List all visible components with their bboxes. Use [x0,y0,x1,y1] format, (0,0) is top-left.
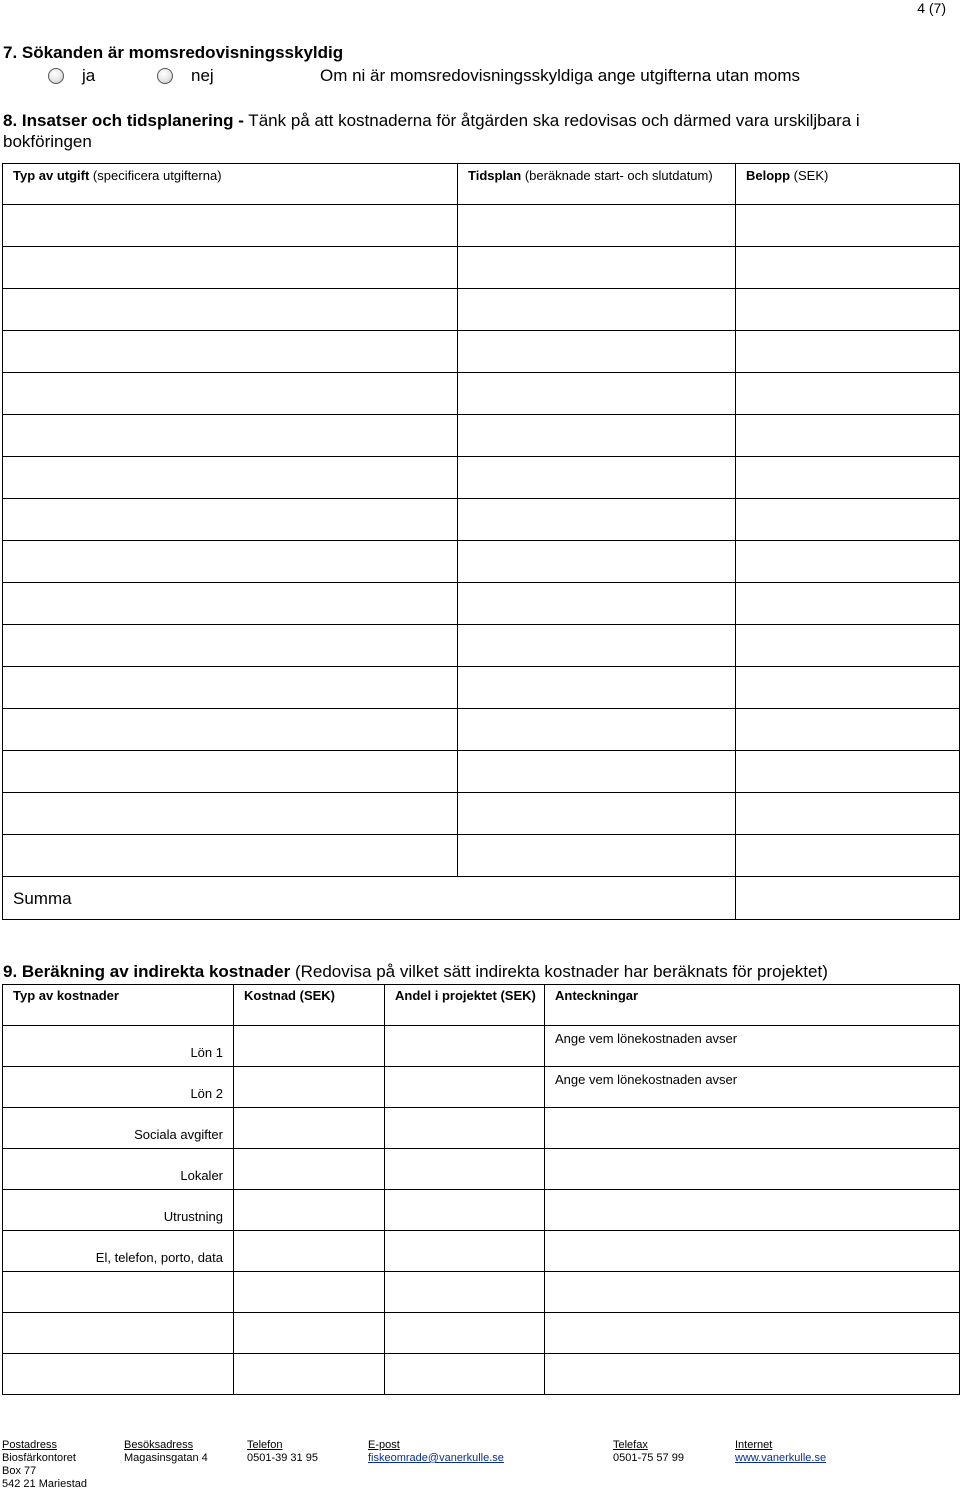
cost-cell[interactable] [234,1026,385,1067]
cost-cell[interactable] [234,1108,385,1149]
table-row [3,1313,960,1354]
schedule-cell[interactable] [458,247,736,289]
table-row [3,331,960,373]
page-number: 4 (7) [917,0,946,16]
table-row [3,751,960,793]
table-row [3,1354,960,1395]
radio-nej[interactable] [157,68,173,84]
footer-telefon: Telefon 0501-39 31 95 [247,1439,318,1464]
table-row [3,667,960,709]
notes-cell[interactable]: Ange vem lönekostnaden avser [545,1067,960,1108]
table-row [3,1108,960,1149]
indirect-costs-table [2,984,960,1395]
schedule-cell[interactable] [458,457,736,499]
schedule-cell[interactable] [458,835,736,877]
section-9-title-bold: 9. Beräkning av indirekta kostnader [3,962,291,981]
cost-type-cell[interactable] [3,835,458,877]
sum-label: Summa [3,877,736,920]
footer-internet: Internet www.vanerkulle.se [735,1439,827,1464]
share-cell[interactable] [385,1026,545,1067]
share-cell[interactable] [385,1231,545,1272]
col-schedule-header: Tidsplan (beräknade start- och slutdatum) [458,164,736,205]
share-cell[interactable] [385,1272,545,1313]
table-row [3,1190,960,1231]
cost-type-cell[interactable] [3,625,458,667]
section-8-title [3,110,953,152]
section-8-title-rest: Tänk på att kostnaderna för åtgärden ska redovisas och därmed vara urskiljbara i bokföringen [3,111,860,151]
website-link[interactable]: www.vanerkulle.se [735,1452,827,1464]
table-row [3,457,960,499]
table-row [3,625,960,667]
table-row [3,793,960,835]
sum-amount-cell[interactable] [736,877,960,920]
notes-cell[interactable] [545,1313,960,1354]
table-row [3,1067,960,1108]
cost-cell[interactable] [234,1354,385,1395]
share-cell[interactable] [385,1108,545,1149]
schedule-cell[interactable] [458,751,736,793]
cost-type-cell[interactable] [3,289,458,331]
table-row [3,289,960,331]
amount-cell[interactable] [736,499,960,541]
col-notes-header: Anteckningar [545,985,960,1026]
cost-type-label: El, telefon, porto, data [3,1231,234,1272]
costs-header-row [3,164,960,205]
section-7-title: 7. Sökanden är momsredovisningsskyldig [3,43,344,62]
cost-cell[interactable] [234,1190,385,1231]
col-cost-header: Kostnad (SEK) [234,985,385,1026]
cost-type-cell[interactable] [3,793,458,835]
radio-ja-label: ja [82,66,96,85]
schedule-cell[interactable] [458,793,736,835]
cost-type-cell[interactable] [3,541,458,583]
footer-epost: E-post fiskeomrade@vanerkulle.se [368,1439,504,1464]
col-type-header: Typ av utgift (specificera utgifterna) [3,164,458,205]
share-cell[interactable] [385,1313,545,1354]
table-row [3,583,960,625]
footer-telefax: Telefax 0501-75 57 99 [613,1439,684,1464]
cost-type-label: Utrustning [3,1190,234,1231]
notes-cell[interactable] [545,1190,960,1231]
table-row [3,415,960,457]
cost-type-label[interactable] [3,1272,234,1313]
table-row [3,1231,960,1272]
indirect-header-row [3,985,960,1026]
schedule-cell[interactable] [458,583,736,625]
notes-cell[interactable] [545,1231,960,1272]
cost-cell[interactable] [234,1149,385,1190]
amount-cell[interactable] [736,205,960,247]
schedule-cell[interactable] [458,667,736,709]
cost-type-cell[interactable] [3,709,458,751]
col-amount-header: Belopp (SEK) [736,164,960,205]
table-row [3,247,960,289]
share-cell[interactable] [385,1067,545,1108]
cost-type-cell[interactable] [3,331,458,373]
col-share-header: Andel i projektet (SEK) [385,985,545,1026]
notes-cell[interactable] [545,1272,960,1313]
notes-cell[interactable] [545,1354,960,1395]
amount-cell[interactable] [736,751,960,793]
radio-nej-label: nej [191,66,214,85]
col-cost-type-header: Typ av kostnader [3,985,234,1026]
cost-type-cell[interactable] [3,751,458,793]
cost-cell[interactable] [234,1231,385,1272]
amount-cell[interactable] [736,625,960,667]
table-row [3,1026,960,1067]
sum-row [3,877,960,920]
cost-type-cell[interactable] [3,499,458,541]
table-row [3,541,960,583]
email-link[interactable]: fiskeomrade@vanerkulle.se [368,1452,504,1464]
table-row [3,373,960,415]
share-cell[interactable] [385,1190,545,1231]
table-row [3,835,960,877]
cost-type-cell[interactable] [3,415,458,457]
notes-cell[interactable] [545,1149,960,1190]
amount-cell[interactable] [736,457,960,499]
table-row [3,1149,960,1190]
cost-cell[interactable] [234,1067,385,1108]
schedule-cell[interactable] [458,373,736,415]
cost-cell[interactable] [234,1272,385,1313]
amount-cell[interactable] [736,541,960,583]
schedule-cell[interactable] [458,205,736,247]
amount-cell[interactable] [736,667,960,709]
amount-cell[interactable] [736,583,960,625]
cost-type-cell[interactable] [3,457,458,499]
cost-type-label: Lön 2 [3,1067,234,1108]
schedule-cell[interactable] [458,625,736,667]
section-9-title-rest: (Redovisa på vilket sätt indirekta kostnader har beräknats för projektet) [290,962,828,981]
cost-type-cell[interactable] [3,583,458,625]
footer-postadress: Postadress Biosfärkontoret Box 77 542 21 Mariestad [2,1439,87,1490]
vat-note: Om ni är momsredovisningsskyldiga ange utgifterna utan moms [320,66,800,85]
cost-type-label: Sociala avgifter [3,1108,234,1149]
share-cell[interactable] [385,1354,545,1395]
amount-cell[interactable] [736,289,960,331]
notes-cell[interactable] [545,1108,960,1149]
cost-type-label: Lokaler [3,1149,234,1190]
cost-type-label[interactable] [3,1354,234,1395]
radio-ja[interactable] [48,68,64,84]
cost-type-label[interactable] [3,1313,234,1354]
table-row [3,499,960,541]
footer-besoksadress: Besöksadress Magasinsgatan 4 [124,1439,208,1464]
schedule-cell[interactable] [458,415,736,457]
schedule-cell[interactable] [458,541,736,583]
amount-cell[interactable] [736,373,960,415]
amount-cell[interactable] [736,415,960,457]
table-row [3,205,960,247]
amount-cell[interactable] [736,331,960,373]
share-cell[interactable] [385,1149,545,1190]
vat-radio-group [0,66,960,88]
amount-cell[interactable] [736,835,960,877]
schedule-cell[interactable] [458,709,736,751]
amount-cell[interactable] [736,709,960,751]
cost-type-cell[interactable] [3,205,458,247]
schedule-cell[interactable] [458,499,736,541]
cost-type-cell[interactable] [3,247,458,289]
amount-cell[interactable] [736,793,960,835]
schedule-cell[interactable] [458,331,736,373]
schedule-cell[interactable] [458,289,736,331]
cost-type-cell[interactable] [3,373,458,415]
cost-type-label: Lön 1 [3,1026,234,1067]
table-row [3,1272,960,1313]
cost-type-cell[interactable] [3,667,458,709]
notes-cell[interactable]: Ange vem lönekostnaden avser [545,1026,960,1067]
costs-table [2,163,960,920]
cost-cell[interactable] [234,1313,385,1354]
amount-cell[interactable] [736,247,960,289]
section-9-title [3,962,828,982]
table-row [3,709,960,751]
section-8-title-bold: 8. Insatser och tidsplanering - [3,111,244,130]
